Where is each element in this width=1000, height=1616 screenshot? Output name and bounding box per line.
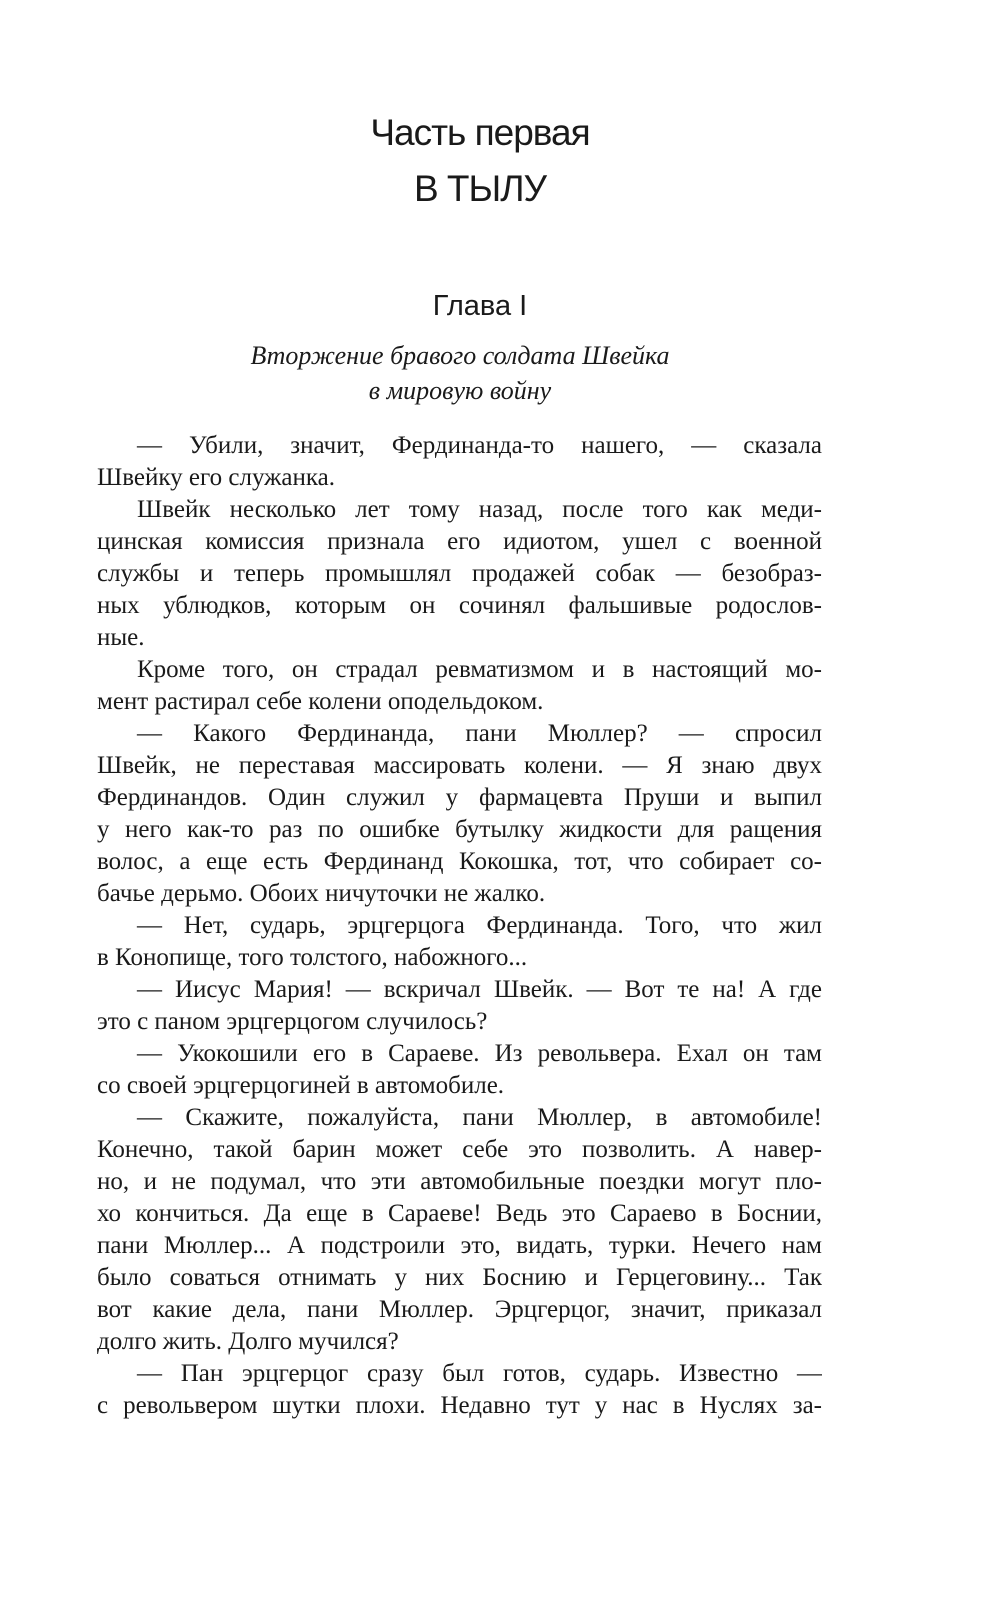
text-line: цинская комиссия признала его идиотом, ушел с военной <box>97 528 822 555</box>
text-line: вот какие дела, пани Мюллер. Эрцгерцог, значит, приказал <box>97 1296 822 1323</box>
part-title: Часть первая <box>370 112 590 153</box>
text-line: Швейк несколько лет тому назад, после того как меди- <box>137 496 822 523</box>
text-line: — Скажите, пожалуйста, пани Мюллер, в автомобиле! <box>137 1104 822 1131</box>
text-line: Швейку его служанка. <box>97 464 335 491</box>
text-line: мент растирал себе колени оподельдоком. <box>97 688 544 715</box>
text-line: службы и теперь промышлял продажей собак — безобраз- <box>97 560 822 587</box>
text-line: — Убили, значит, Фердинанда-то нашего, — сказала <box>137 432 822 459</box>
text-line: — Какого Фердинанда, пани Мюллер? — спросил <box>137 720 822 747</box>
text-line: было соваться отнимать у них Боснию и Герцеговину... Так <box>97 1264 822 1291</box>
text-line: со своей эрцгерцогиней в автомобиле. <box>97 1072 505 1099</box>
text-line: — Нет, сударь, эрцгерцога Фердинанда. Того, что жил <box>137 912 822 939</box>
body-text <box>97 430 822 1422</box>
text-line: — Укокошили его в Сараеве. Из револьвера. Ехал он там <box>137 1040 822 1067</box>
chapter-title: Глава I <box>432 290 528 322</box>
text-line: но, и не подумал, что эти автомобильные поездки могут пло- <box>97 1168 822 1195</box>
part-subtitle: В ТЫЛУ <box>413 168 547 209</box>
text-line: бачье дерьмо. Обоих ничуточки не жалко. <box>97 880 546 907</box>
text-line: Швейк, не переставая массировать колени. — Я знаю двух <box>97 752 822 779</box>
text-line: Конечно, такой барин может себе это позволить. А навер- <box>97 1136 822 1163</box>
chapter-subtitle-line: в мировую войну <box>368 376 552 405</box>
text-line: это с паном эрцгерцогом случилось? <box>97 1008 488 1035</box>
chapter-subtitle-line: Вторжение бравого солдата Швейка <box>250 341 670 370</box>
text-line: Кроме того, он страдал ревматизмом и в настоящий мо- <box>137 656 822 683</box>
text-line: с револьвером шутки плохи. Недавно тут у нас в Нуслях за- <box>97 1392 822 1419</box>
text-line: ные. <box>97 624 145 651</box>
text-line: хо кончиться. Да еще в Сараеве! Ведь это Сараево в Боснии, <box>97 1200 822 1227</box>
text-line: в Конопище, того толстого, набожного... <box>97 944 528 971</box>
text-line: ных ублюдков, которым он сочинял фальшивые родослов- <box>97 592 822 619</box>
text-line: Фердинандов. Один служил у фармацевта Пруши и выпил <box>97 784 822 811</box>
text-line: пани Мюллер... А подстроили это, видать, турки. Нечего нам <box>97 1232 822 1259</box>
text-line: долго жить. Долго мучился? <box>97 1328 399 1355</box>
text-line: волос, а еще есть Фердинанд Кокошка, тот, что собирает со- <box>97 848 822 875</box>
text-line: — Пан эрцгерцог сразу был готов, сударь. Известно — <box>137 1360 822 1387</box>
text-line: — Иисус Мария! — вскричал Швейк. — Вот те на! А где <box>137 976 822 1003</box>
text-line: у него как-то раз по ошибке бутылку жидкости для ращения <box>97 816 822 843</box>
